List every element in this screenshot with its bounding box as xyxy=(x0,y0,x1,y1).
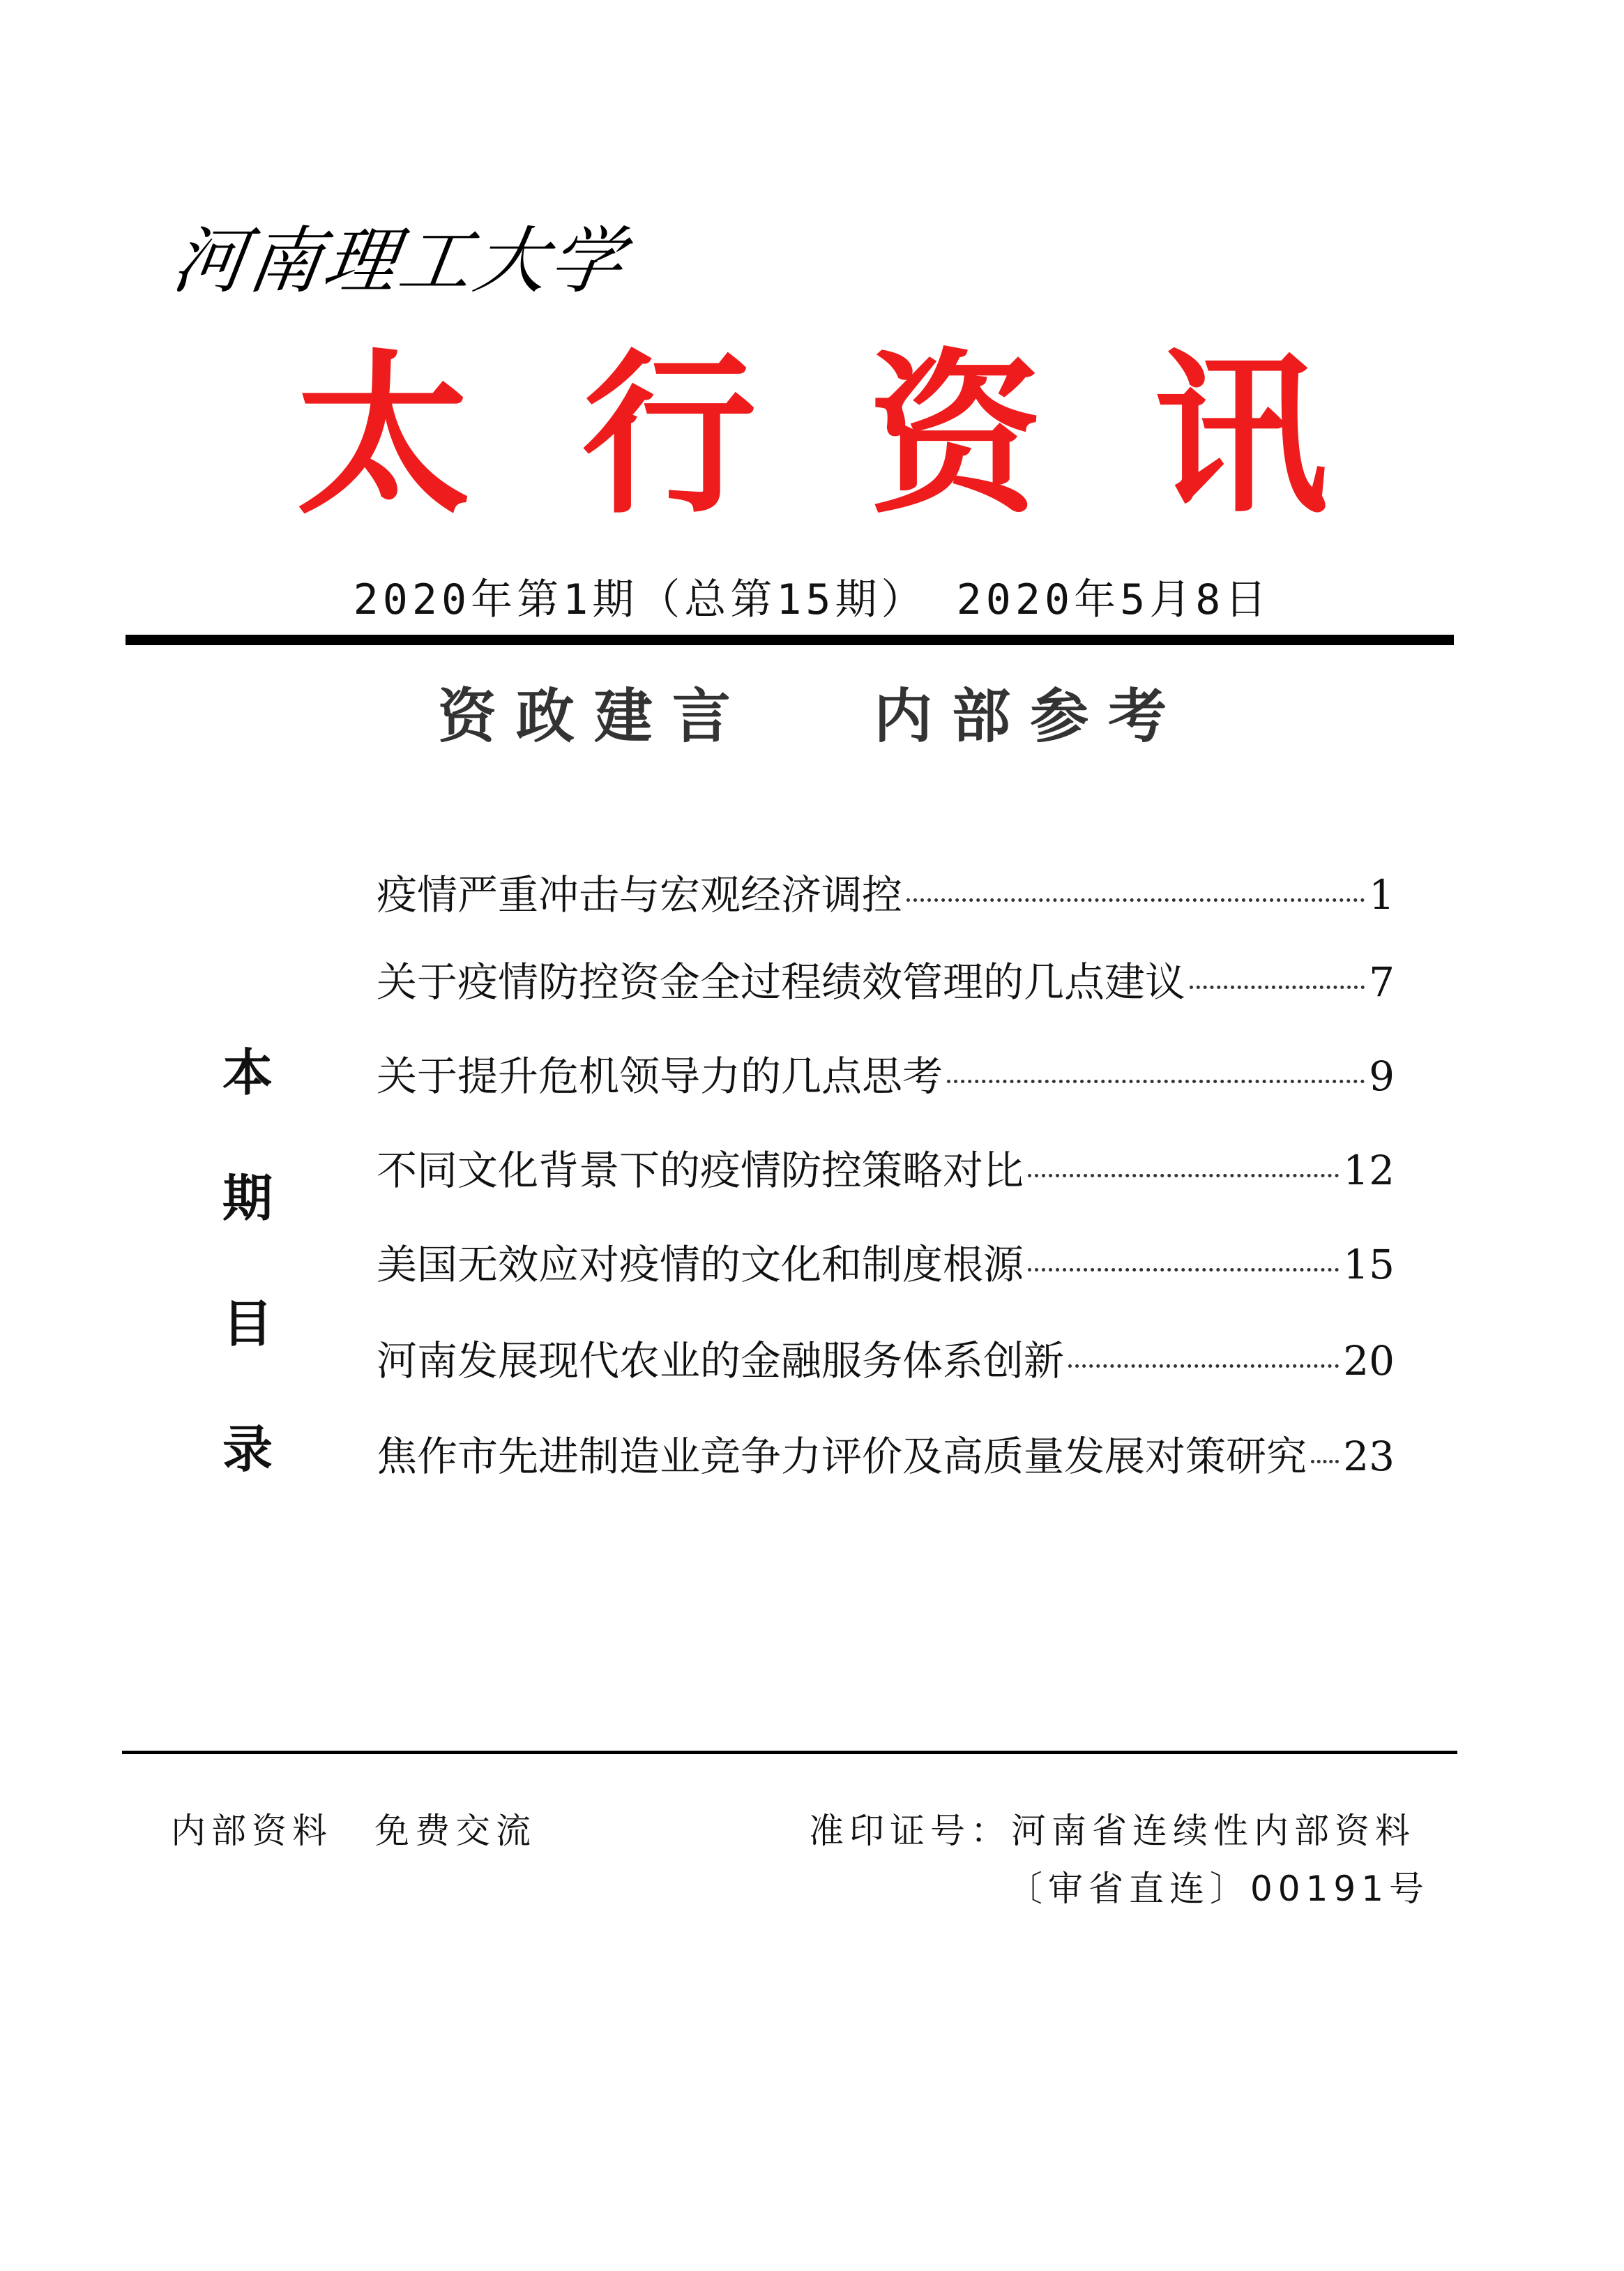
issue-line: 2020年第1期（总第15期） 2020年5月8日 xyxy=(353,575,1271,624)
toc-item[interactable] xyxy=(377,1424,1395,1482)
footer-left xyxy=(171,1803,536,1853)
university-logo: 河南理工大学 xyxy=(167,218,632,303)
toc-heading-char: 录 xyxy=(222,1420,273,1479)
toc-item-page: 9 xyxy=(1369,1052,1395,1100)
toc-item-title: 焦作市先进制造业竞争力评价及高质量发展对策研究 xyxy=(377,1433,1307,1480)
header-divider xyxy=(126,635,1454,645)
toc-item[interactable] xyxy=(377,1232,1395,1290)
toc-item-page: 12 xyxy=(1343,1147,1395,1194)
permit-number-line1: 准印证号：河南省连续性内部资料 xyxy=(809,1811,1416,1851)
internal-material-label: 内部资料 xyxy=(171,1811,333,1851)
toc-item-page: 7 xyxy=(1369,958,1395,1006)
toc-leader-dots xyxy=(1068,1364,1339,1368)
slogan xyxy=(0,670,1624,754)
free-exchange-label: 免费交流 xyxy=(374,1811,536,1851)
toc-heading-char: 本 xyxy=(222,1043,273,1102)
toc-item[interactable] xyxy=(377,862,1395,921)
toc-leader-dots xyxy=(1190,986,1365,989)
footer-divider xyxy=(122,1751,1457,1754)
toc-item-page: 23 xyxy=(1343,1433,1395,1480)
toc-leader-dots xyxy=(947,1080,1365,1083)
toc-item-title: 关于疫情防控资金全过程绩效管理的几点建议 xyxy=(377,958,1186,1006)
toc-item-title: 疫情严重冲击与宏观经济调控 xyxy=(377,871,903,919)
permit-number-line2: 〔审省直连〕00191号 xyxy=(1008,1869,1430,1909)
toc-leader-dots xyxy=(906,898,1365,902)
toc-item-page: 15 xyxy=(1343,1241,1395,1288)
toc-item[interactable] xyxy=(377,1138,1395,1196)
masthead-title: 太行资讯 xyxy=(296,334,1440,537)
toc-item[interactable] xyxy=(377,1043,1395,1102)
toc-item-title: 美国无效应对疫情的文化和制度根源 xyxy=(377,1241,1024,1288)
toc-leader-dots xyxy=(1028,1174,1339,1177)
toc-leader-dots xyxy=(1311,1460,1339,1463)
toc-item[interactable] xyxy=(377,949,1395,1008)
toc-heading xyxy=(209,1010,286,1512)
slogan-left: 资政建言 xyxy=(437,682,750,750)
toc-heading-char: 期 xyxy=(222,1169,273,1228)
toc-heading-char: 目 xyxy=(222,1295,273,1353)
toc-item-title: 不同文化背景下的疫情防控策略对比 xyxy=(377,1147,1024,1194)
toc-leader-dots xyxy=(1028,1268,1339,1272)
toc-item[interactable] xyxy=(377,1328,1395,1387)
toc-item-page: 1 xyxy=(1369,871,1395,919)
toc-item-title: 关于提升危机领导力的几点思考 xyxy=(377,1052,943,1100)
toc-item-title: 河南发展现代农业的金融服务体系创新 xyxy=(377,1337,1065,1385)
slogan-right: 内部参考 xyxy=(874,682,1187,750)
toc-item-page: 20 xyxy=(1343,1337,1395,1385)
